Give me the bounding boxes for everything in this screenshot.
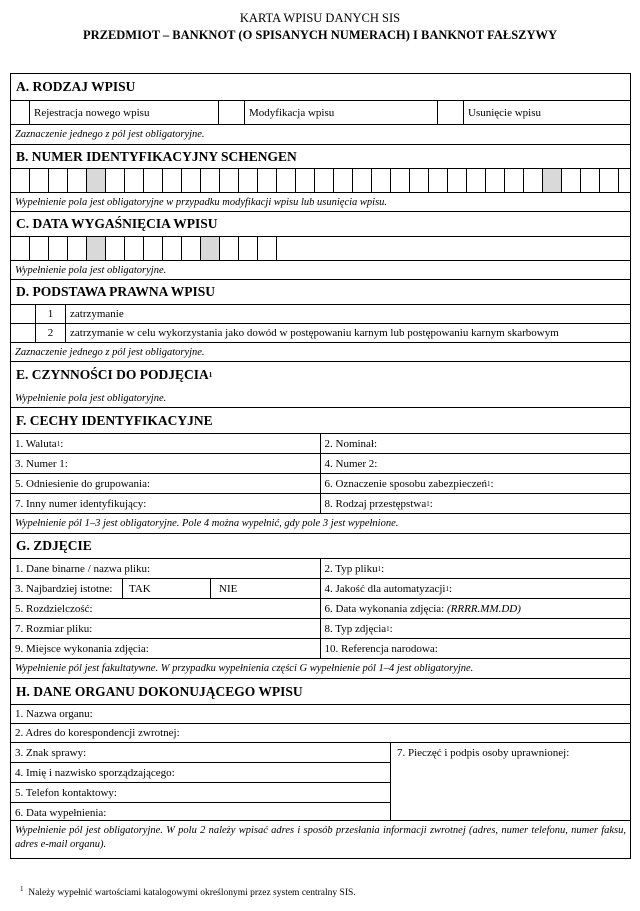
section-a-options [11,101,630,125]
field-photo-place[interactable]: 9. Miejsce wykonania zdjęcia: [11,639,321,658]
char-box[interactable] [410,169,429,192]
checkbox-legal-basis-1[interactable] [11,305,36,323]
footnote [20,884,356,898]
char-box[interactable] [353,169,372,192]
g-row-5 [11,639,630,659]
field-other-id-number[interactable]: 7. Inny numer identyfikujący: [11,494,321,513]
field-preparer-name[interactable]: 4. Imię i nazwisko sporządzającego: [11,763,390,783]
char-box[interactable] [220,169,239,192]
char-box[interactable] [106,169,125,192]
section-d-note: Zaznaczenie jednego z pól jest obligatoryjne. [11,343,630,362]
section-e-note: Wypełnienie pola jest obligatoryjne. [15,392,167,404]
g-row-1 [11,559,630,579]
char-box[interactable] [30,169,49,192]
char-box[interactable] [239,169,258,192]
field-security-marking[interactable]: 6. Oznaczenie sposobu zabezpieczeń 1 : [324,477,494,490]
char-box[interactable] [505,169,524,192]
field-resolution[interactable]: 5. Rozdzielczość: [11,599,321,618]
form-table [10,73,631,859]
schengen-id-field[interactable] [11,169,630,193]
section-a-title: A. RODZAJ WPISU [11,74,630,101]
char-box[interactable] [68,169,87,192]
char-box[interactable] [467,169,486,192]
char-box[interactable] [87,237,106,260]
field-grouping-ref[interactable]: 5. Odniesienie do grupowania: [11,474,321,493]
section-h-title: H. DANE ORGANU DOKONUJĄCEGO WPISU [11,679,630,705]
char-box[interactable] [277,169,296,192]
g-row-3 [11,599,630,619]
field-number-2[interactable]: 4. Numer 2: [324,457,378,470]
char-box[interactable] [220,237,239,260]
field-authority-name[interactable]: 1. Nazwa organu: [11,705,630,724]
char-box[interactable] [163,169,182,192]
char-box[interactable] [163,237,182,260]
char-box[interactable] [68,237,87,260]
f-row-3 [11,474,630,494]
f-row-2 [11,454,630,474]
section-b-note: Wypełnienie pola jest obligatoryjne w przypadku modyfikacji wpisu lub usunięcia wpisu. [11,193,630,212]
char-box[interactable] [125,237,144,260]
field-stamp-signature[interactable]: 7. Pieczęć i podpis osoby uprawnionej: [397,747,570,759]
char-box[interactable] [125,169,144,192]
field-return-address[interactable]: 2. Adres do korespondencji zwrotnej: [11,724,630,743]
char-box[interactable] [87,169,106,192]
section-g-title: G. ZDJĘCIE [11,534,630,559]
field-case-number[interactable]: 3. Znak sprawy: [11,743,390,763]
section-c-note: Wypełnienie pola jest obligatoryjne. [11,261,630,280]
char-box[interactable] [30,237,49,260]
legal-basis-option-1 [11,305,630,324]
footnote-text: Należy wypełnić wartościami katalogowymi określonymi przez system centralny SIS. [28,888,356,898]
section-c-title: C. DATA WYGAŚNIĘCIA WPISU [11,212,630,237]
char-box[interactable] [11,237,30,260]
field-fill-date[interactable]: 6. Data wypełnienia: [15,806,107,819]
char-box[interactable] [315,169,334,192]
g-row-2 [11,579,630,599]
form-title: KARTA WPISU DANYCH SIS [239,11,401,25]
legal-basis-label: zatrzymanie [70,308,124,320]
field-national-reference[interactable]: 10. Referencja narodowa: [324,642,438,655]
checkbox-new-entry[interactable] [11,101,30,124]
char-box[interactable] [486,169,505,192]
option-no[interactable]: NIE [219,582,238,595]
legal-basis-number: 1 [36,305,66,323]
legal-basis-label: zatrzymanie w celu wykorzystania jako dowód w postępowaniu karnym lub postępowaniu karnym skarbowym [70,327,559,339]
section-d-title: D. PODSTAWA PRAWNA WPISU [11,280,630,305]
char-box[interactable] [429,169,448,192]
char-box[interactable] [239,237,258,260]
form-subtitle: PRZEDMIOT – BANKNOT (O SPISANYCH NUMERACH) I BANKNOT FAŁSZYWY [82,28,558,42]
char-box[interactable] [182,237,201,260]
char-box[interactable] [543,169,562,192]
legal-basis-number: 2 [36,324,66,342]
field-contact-phone[interactable]: 5. Telefon kontaktowy: [11,783,390,803]
char-box[interactable] [106,237,125,260]
section-g-note: Wypełnienie pól jest fakultatywne. W przypadku wypełnienia części G wypełnienie pól 1–4 jest obligatoryjne. [11,659,630,679]
char-box[interactable] [258,237,277,260]
field-most-relevant [11,579,321,598]
char-box[interactable] [600,169,619,192]
checkbox-modify-entry[interactable] [219,101,245,124]
section-e-block[interactable] [11,362,630,408]
field-file-size[interactable]: 7. Rozmiar pliku: [11,619,321,638]
option-yes[interactable]: TAK [123,579,211,598]
char-box[interactable] [144,237,163,260]
char-box[interactable] [201,169,220,192]
expiry-date-field[interactable] [11,237,630,261]
field-number-1[interactable]: 3. Numer 1: [11,454,321,473]
char-box[interactable] [11,169,30,192]
section-f-title: F. CECHY IDENTYFIKACYJNE [11,408,630,434]
section-h-note: Wypełnienie pól jest obligatoryjne. W polu 2 należy wpisać adres i sposób przesłania informacji zwrotnej (adres, numer telefonu, numer faksu, adres e-mail organu). [11,821,630,859]
char-box[interactable] [258,169,277,192]
field-currency[interactable]: 1. Waluta 1 : [11,434,321,453]
char-box[interactable] [448,169,467,192]
char-box[interactable] [334,169,353,192]
char-box[interactable] [524,169,543,192]
char-box[interactable] [562,169,581,192]
section-a-note: Zaznaczenie jednego z pól jest obligatoryjne. [11,125,630,145]
field-binary-data[interactable]: 1. Dane binarne / nazwa pliku: [11,559,321,578]
section-e-title: E. CZYNNOŚCI DO PODJĘCIA 1 [16,367,213,382]
char-box[interactable] [144,169,163,192]
char-box[interactable] [49,237,68,260]
legal-basis-option-2 [11,324,630,343]
char-box[interactable] [391,169,410,192]
char-box[interactable] [296,169,315,192]
field-photo-date[interactable]: 6. Data wykonania zdjęcia: (RRRR.MM.DD) [324,602,521,615]
section-f-note: Wypełnienie pól 1–3 jest obligatoryjne. Pole 4 można wypełnić, gdy pole 3 jest wypełnione. [11,514,630,534]
char-box[interactable] [182,169,201,192]
field-photo-type[interactable]: 8. Typ zdjęcia 1 : [324,622,393,635]
h-lower-block [11,743,630,821]
option-new-entry: Rejestracja nowego wpisu [30,101,219,124]
field-offence-type[interactable]: 8. Rodzaj przestępstwa 1 : [324,497,433,510]
option-delete-entry: Usunięcie wpisu [468,106,542,119]
checkbox-delete-entry[interactable] [438,101,464,124]
field-file-type[interactable]: 2. Typ pliku 1 : [324,562,385,575]
char-box[interactable] [201,237,220,260]
f-row-4 [11,494,630,514]
f-row-1 [11,434,630,454]
checkbox-legal-basis-2[interactable] [11,324,36,342]
label-most-relevant: 3. Najbardziej istotne: [11,579,123,598]
char-box[interactable] [372,169,391,192]
char-box[interactable] [49,169,68,192]
g-row-4 [11,619,630,639]
field-automation-quality[interactable]: 4. Jakość dla automatyzacji 1 : [324,582,453,595]
footnote-marker: 1 [20,884,24,893]
field-denomination[interactable]: 2. Nominał: [324,437,378,450]
option-modify-entry: Modyfikacja wpisu [245,101,438,124]
char-box[interactable] [581,169,600,192]
section-b-title: B. NUMER IDENTYFIKACYJNY SCHENGEN [11,145,630,169]
